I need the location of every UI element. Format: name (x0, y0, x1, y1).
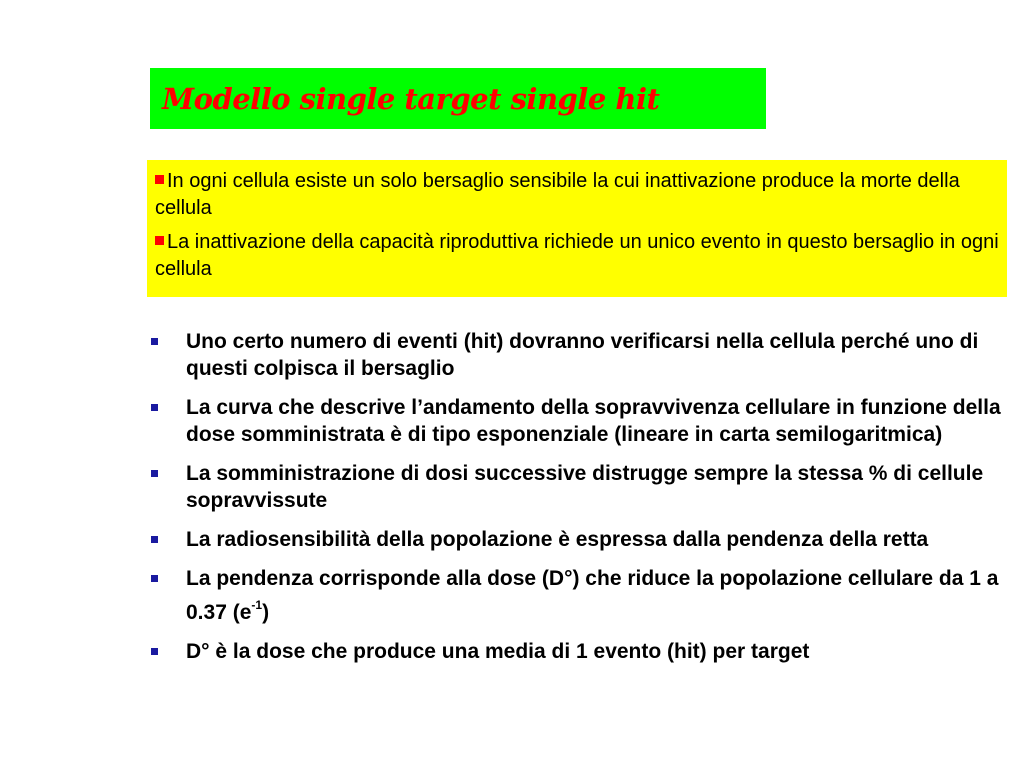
square-bullet-icon (151, 536, 158, 543)
e-exponent: -1 (251, 598, 263, 612)
bullet-list (148, 328, 1008, 677)
highlight-item (155, 229, 1001, 283)
bullet-item-text: Uno certo numero di eventi (hit) dovranno verificarsi nella cellula perché uno di questi colpisca il bersaglio (186, 330, 979, 380)
bullet-item (148, 638, 1008, 665)
square-bullet-icon (151, 575, 158, 582)
e-close-paren: ) (262, 601, 270, 624)
bullet-item (148, 565, 1008, 626)
square-bullet-icon (151, 470, 158, 477)
square-bullet-icon (151, 338, 158, 345)
highlight-item (155, 168, 1001, 222)
square-bullet-icon (151, 648, 158, 655)
bullet-item-text: La somministrazione di dosi successive distrugge sempre la stessa % di cellule sopravvissute (186, 462, 984, 512)
highlight-box (147, 160, 1007, 297)
square-bullet-icon (155, 175, 164, 184)
bullet-item-text: La pendenza corrisponde alla dose (D°) che riduce la popolazione cellulare da 1 a 0.37 (e (186, 567, 999, 624)
bullet-item-text: D° è la dose che produce una media di 1 evento (hit) per target (186, 640, 810, 663)
title-box (150, 68, 766, 129)
bullet-item-text: La curva che descrive l’andamento della sopravvivenza cellulare in funzione della dose somministrata è di tipo esponenziale (lineare in carta semilogaritmica) (186, 396, 1001, 446)
bullet-item (148, 394, 1008, 448)
square-bullet-icon (155, 236, 164, 245)
bullet-item-text: La radiosensibilità della popolazione è espressa dalla pendenza della retta (186, 528, 929, 551)
bullet-item (148, 328, 1008, 382)
bullet-item (148, 526, 1008, 553)
highlight-item-text: La inattivazione della capacità riproduttiva richiede un unico evento in questo bersaglio in ogni cellula (155, 231, 999, 280)
highlight-item-text: In ogni cellula esiste un solo bersaglio sensibile la cui inattivazione produce la morte della cellula (155, 170, 960, 219)
square-bullet-icon (151, 404, 158, 411)
bullet-item (148, 460, 1008, 514)
slide-title: Modello single target single hit (162, 82, 660, 116)
